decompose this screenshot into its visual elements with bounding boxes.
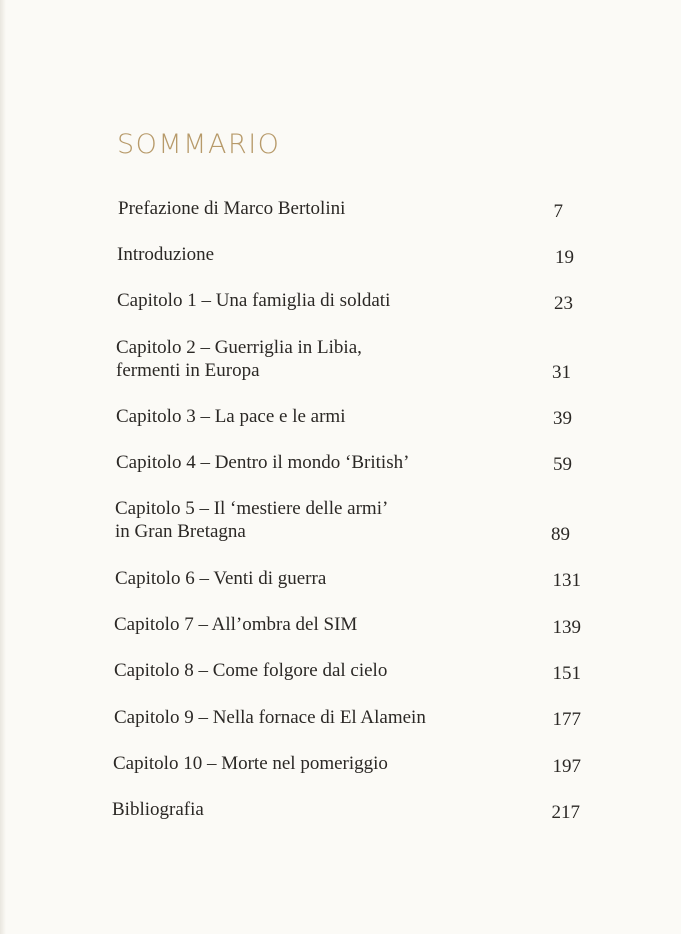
toc-entry-page-number: 31 <box>552 362 571 383</box>
toc-entry-title <box>116 336 362 382</box>
toc-entry-title-line: Capitolo 10 – Morte nel pomeriggio <box>113 753 388 774</box>
toc-entry-title <box>116 451 409 474</box>
toc-entry-title-line: Capitolo 4 – Dentro il mondo ‘British’ <box>116 452 410 473</box>
toc-entry-title <box>116 405 346 428</box>
toc-entry-title-line: Capitolo 1 – Una famiglia di soldati <box>117 290 391 311</box>
toc-entry-title <box>115 497 388 543</box>
toc-entry-title-line: Capitolo 3 – La pace e le armi <box>116 406 346 427</box>
toc-entry-title-line: Introduzione <box>117 244 215 265</box>
toc-entry-title-line: Bibliografia <box>112 799 204 820</box>
toc-entry-title <box>117 243 214 266</box>
toc-entry-page-number: 7 <box>553 201 563 222</box>
toc-entry-page-number: 217 <box>551 802 580 823</box>
toc-entry-page-number: 151 <box>552 663 581 684</box>
toc-entry-title-line: Capitolo 2 – Guerriglia in Libia, <box>116 337 362 358</box>
toc-entry-title <box>118 197 345 220</box>
toc-entry-title <box>114 613 357 636</box>
toc-entry-title-line: in Gran Bretagna <box>115 521 246 542</box>
toc-entry-page-number: 177 <box>552 709 581 730</box>
page-title: SOMMARIO <box>117 129 281 160</box>
toc-entry-title-line: Capitolo 5 – Il ‘mestiere delle armi’ <box>115 498 389 519</box>
toc-entry-title <box>112 798 204 821</box>
toc-entry-title-line: Capitolo 8 – Come folgore dal cielo <box>114 660 388 681</box>
page-edge-shadow <box>0 0 6 934</box>
toc-entry-title-line: fermenti in Europa <box>116 360 260 381</box>
toc-entry-page-number: 23 <box>554 293 573 314</box>
toc-entry-page-number: 131 <box>552 570 581 591</box>
toc-entry-title-line: Capitolo 9 – Nella fornace di El Alamein <box>114 707 426 728</box>
toc-entry-page-number: 89 <box>551 524 570 545</box>
toc-entry-title-line: Prefazione di Marco Bertolini <box>118 198 346 219</box>
toc-entry-title <box>115 567 326 590</box>
toc-entry-title <box>113 752 388 775</box>
toc-entry-page-number: 59 <box>553 454 572 475</box>
toc-entry-title <box>117 289 390 312</box>
toc-entry-page-number: 197 <box>552 756 581 777</box>
toc-entry-page-number: 39 <box>553 408 572 429</box>
toc-entry-title-line: Capitolo 7 – All’ombra del SIM <box>114 614 358 635</box>
toc-entry-title <box>114 706 426 729</box>
toc-entry-title <box>114 659 387 682</box>
toc-entry-page-number: 19 <box>555 247 574 268</box>
toc-entry-page-number: 139 <box>552 617 581 638</box>
toc-entry-title-line: Capitolo 6 – Venti di guerra <box>115 568 327 589</box>
